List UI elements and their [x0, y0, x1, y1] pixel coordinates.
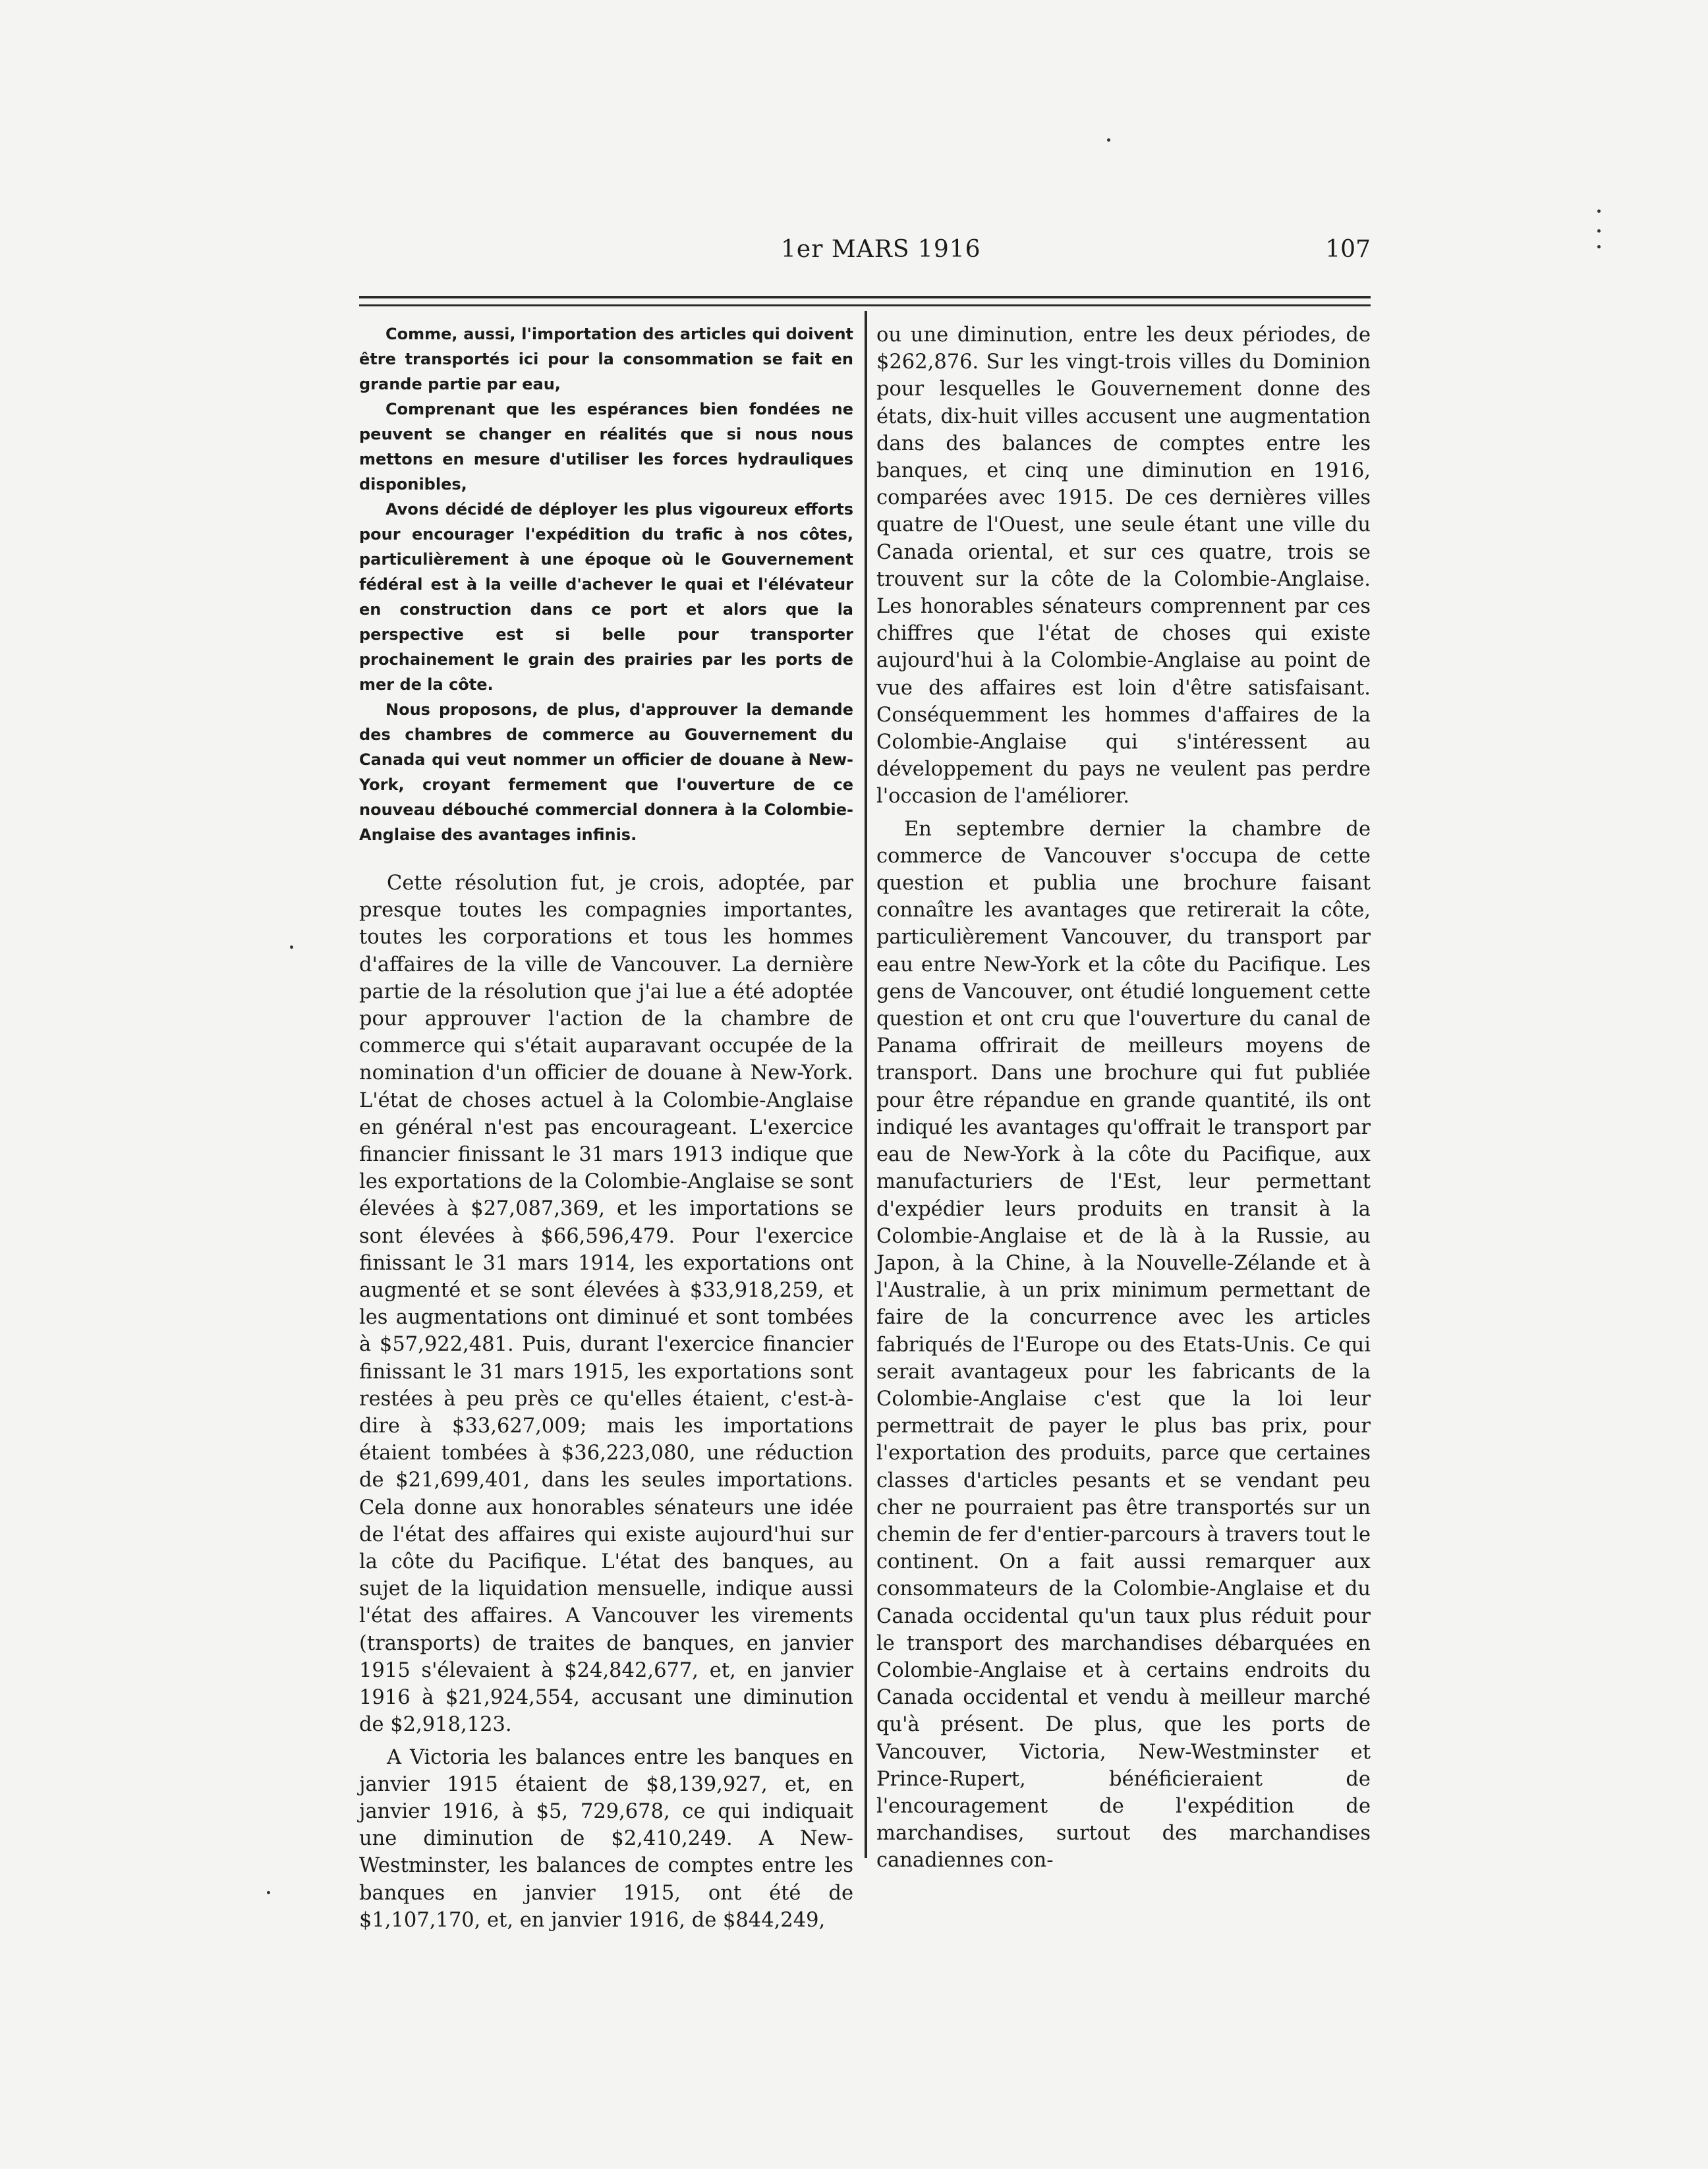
quote-paragraph: Avons décidé de déployer les plus vigoureux efforts pour encourager l'expédition du trafic à nos côtes, particulièrement à une époque où le Gouvernement fédéral est à la veille d'achever le quai et l'élévateur en construction dans ce port et alors que la perspective est si belle pour transporter prochainement le grain des prairies par les ports de mer de la côte. [359, 500, 853, 694]
scan-speck [1597, 210, 1601, 213]
scan-speck [290, 945, 293, 949]
right-body-text [876, 322, 1371, 1874]
quote-paragraph: Nous proposons, de plus, d'approuver la demande des chambres de commerce au Gouvernement du Canada qui veut nommer un officier de douane à New-York, croyant fermement que l'ouverture de ce nouveau débouché commercial donnera à la Colombie-Anglaise des avantages infinis. [359, 700, 853, 844]
scan-speck [1597, 245, 1601, 248]
page-header [359, 236, 1371, 275]
body-paragraph-continued: ou une diminution, entre les deux périodes, de $262,876. Sur les vingt-trois villes du Dominion pour lesquelles le Gouvernement donne des états, dix-huit villes accusent une augmentation dans des balances de comptes entre les banques, et cinq une diminution en 1916, comparées avec 1915. De ces dernières villes quatre de l'Ouest, une seule étant une ville du Canada oriental, et sur ces quatre, trois se trouvent sur la côte de la Colombie-Anglaise. Les honorables sénateurs comprennent par ces chiffres que l'état de choses qui existe aujourd'hui à la Colombie-Anglaise au point de vue des affaires est loin d'être satisfaisant. Conséquemment les hommes d'affaires de la Colombie-Anglaise qui s'intéressent au développement du pays ne veulent pas perdre l'occasion de l'améliorer. [876, 324, 1371, 808]
scan-speck [1597, 229, 1601, 233]
quote-paragraph: Comprenant que les espérances bien fondées ne peuvent se changer en réalités que si nous nous mettons en mesure d'utiliser les forces hydrauliques disponibles, [359, 400, 853, 493]
header-rule-top [359, 296, 1371, 298]
scan-speck [267, 1891, 270, 1894]
body-paragraph: Cette résolution fut, je crois, adoptée, par presque toutes les compagnies importantes, toutes les corporations et tous les hommes d'affaires de la ville de Vancouver. La dernière partie de la résolution que j'ai lue a été adoptée pour approuver l'action de la chambre de commerce qui s'était auparavant occupée de la nomination d'un officier de douane à New-York. L'état de choses actuel à la Colombie-Anglaise en général n'est pas encourageant. L'exercice financier finissant le 31 mars 1913 indique que les exportations de la Colombie-Anglaise se sont élevées à $27,087,369, et les importations se sont élevées à $66,596,479. Pour l'exercice finissant le 31 mars 1914, les exportations ont augmenté et se sont élevées à $33,918,259, et les augmentations ont diminué et sont tombées à $57,922,481. Puis, durant l'exercice financier finissant le 31 mars 1915, les exportations sont restées à peu près ce qu'elles étaient, c'est-à-dire à $33,627,009; mais les importations étaient tombées à $36,223,080, une réduction de $21,699,401, dans les seules importations. Cela donne aux honorables sénateurs une idée de l'état des affaires qui existe aujourd'hui sur la côte du Pacifique. L'état des banques, au sujet de la liquidation mensuelle, indique aussi l'état des affaires. A Vancouver les virements (transports) de traites de banques, en janvier 1915 s'élevaient à $24,842,677, et, en janvier 1916 à $21,924,554, accusant une diminution de $2,918,123. [359, 872, 853, 1737]
column-divider [865, 311, 867, 1858]
right-column [876, 322, 1371, 1874]
scan-speck [1107, 138, 1110, 142]
running-head: 1er MARS 1916 [781, 236, 981, 263]
page-number: 107 [1325, 236, 1371, 263]
body-paragraph: A Victoria les balances entre les banques en janvier 1915 étaient de $8,139,927, et, en janvier 1916, à $5, 729,678, ce qui indiquait une diminution de $2,410,249. A New-Westminster, les balances de comptes entre les banques en janvier 1915, ont été de $1,107,170, et, en janvier 1916, de $844,249, [359, 1745, 853, 1932]
header-rule-bottom [359, 304, 1371, 306]
quote-paragraph: Comme, aussi, l'importation des articles qui doivent être transportés ici pour la consommation se fait en grande partie par eau, [359, 325, 853, 393]
body-paragraph: En septembre dernier la chambre de commerce de Vancouver s'occupa de cette question et publia une brochure faisant connaître les avantages que retirerait la côte, particulièrement Vancouver, du transport par eau entre New-York et la côte du Pacifique. Les gens de Vancouver, ont étudié longuement cette question et ont cru que l'ouverture du canal de Panama offrirait de meilleurs moyens de transport. Dans une brochure qui fut publiée pour être répandue en grande quantité, ils ont indiqué les avantages qu'offrait le transport par eau de New-York à la côte du Pacifique, aux manufacturiers de l'Est, leur permettant d'expédier leurs produits en transit à la Colombie-Anglaise et de là à la Russie, au Japon, à la Chine, à la Nouvelle-Zélande et à l'Australie, à un prix minimum permettant de faire de la concurrence avec les articles fabriqués de l'Europe ou des Etats-Unis. Ce qui serait avantageux pour les fabricants de la Colombie-Anglaise c'est que la loi leur permettrait de payer le plus bas prix, pour l'exportation des produits, parce que certaines classes d'articles pesants et se vendant peu cher ne pourraient pas être transportés sur un chemin de fer d'entier-parcours à travers tout le continent. On a fait aussi remarquer aux consommateurs de la Colombie-Anglaise et du Canada occidental qu'un taux plus réduit pour le transport des marchandises débarquées en Colombie-Anglaise et à certains endroits du Canada occidental et vendu à meilleur marché qu'à présent. De plus, que les ports de Vancouver, Victoria, New-Westminster et Prince-Rupert, bénéficieraient de l'encouragement de l'expédition de marchandises, surtout des marchandises canadiennes con- [876, 817, 1371, 1873]
quoted-resolution [359, 322, 853, 847]
left-body-text [359, 870, 853, 1934]
left-column [359, 322, 853, 1934]
